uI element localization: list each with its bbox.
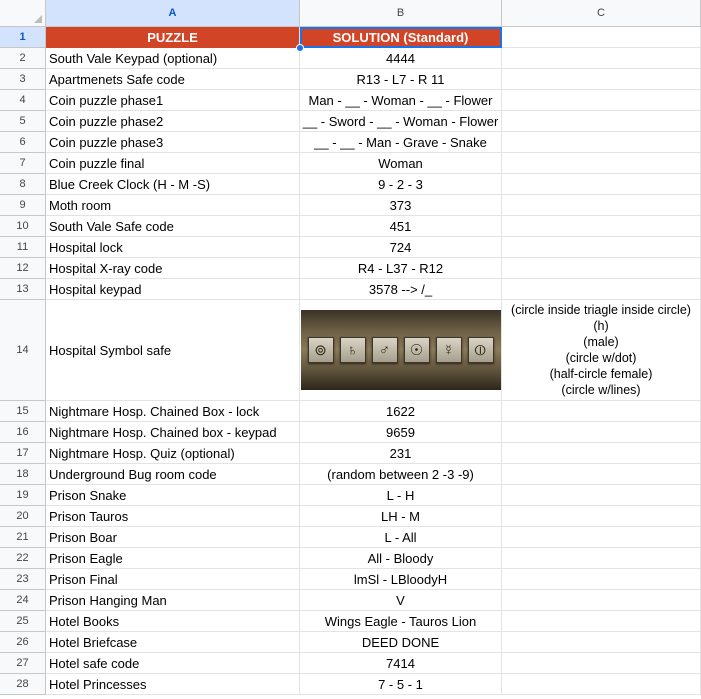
- cell[interactable]: [502, 485, 701, 506]
- column-header-c[interactable]: C: [502, 0, 701, 27]
- symbol-safe-image: [301, 310, 501, 390]
- row-header[interactable]: 28: [0, 674, 46, 695]
- symbol-note-line: (h): [593, 319, 609, 333]
- puzzle-cell[interactable]: Hospital Symbol safe: [46, 300, 300, 401]
- solution-cell[interactable]: __ - __ - Man - Grave - Snake: [300, 132, 502, 153]
- solution-cell[interactable]: 4444: [300, 48, 502, 69]
- symbol-tile: ☿: [436, 337, 462, 363]
- puzzle-cell[interactable]: Prison Snake: [46, 485, 300, 506]
- puzzle-cell[interactable]: Coin puzzle phase2: [46, 111, 300, 132]
- solution-cell[interactable]: 451: [300, 216, 502, 237]
- table-row: [0, 237, 701, 258]
- cell[interactable]: [502, 401, 701, 422]
- puzzle-cell[interactable]: Moth room: [46, 195, 300, 216]
- row-header[interactable]: 11: [0, 237, 46, 258]
- symbol-note-line: (half-circle female): [549, 367, 653, 381]
- solution-cell[interactable]: 9 - 2 - 3: [300, 174, 502, 195]
- cell[interactable]: [502, 443, 701, 464]
- puzzle-cell[interactable]: Coin puzzle phase3: [46, 132, 300, 153]
- column-header-b[interactable]: B: [300, 0, 502, 27]
- cell[interactable]: [502, 527, 701, 548]
- solution-cell[interactable]: All - Bloody: [300, 548, 502, 569]
- symbol-tile: ♄: [340, 337, 366, 363]
- cell[interactable]: [502, 548, 701, 569]
- cell[interactable]: [502, 653, 701, 674]
- table-row: [0, 506, 701, 527]
- row-header[interactable]: 19: [0, 485, 46, 506]
- solution-cell[interactable]: 9659: [300, 422, 502, 443]
- puzzle-cell[interactable]: Hotel Briefcase: [46, 632, 300, 653]
- table-row: [0, 443, 701, 464]
- row-header[interactable]: 7: [0, 153, 46, 174]
- solution-cell[interactable]: R4 - L37 - R12: [300, 258, 502, 279]
- row-header[interactable]: 20: [0, 506, 46, 527]
- solution-cell[interactable]: __ - Sword - __ - Woman - Flower: [300, 111, 502, 132]
- column-header-a[interactable]: A: [46, 0, 300, 27]
- row-header[interactable]: 5: [0, 111, 46, 132]
- row-header[interactable]: 25: [0, 611, 46, 632]
- puzzle-cell[interactable]: Apartmenets Safe code: [46, 69, 300, 90]
- puzzle-cell[interactable]: Prison Eagle: [46, 548, 300, 569]
- symbol-note-line: (circle w/dot): [565, 351, 637, 365]
- table-row: [0, 69, 701, 90]
- solution-cell[interactable]: L - All: [300, 527, 502, 548]
- table-row: [0, 48, 701, 69]
- solution-cell[interactable]: 7 - 5 - 1: [300, 674, 502, 695]
- table-row: [0, 590, 701, 611]
- puzzle-cell[interactable]: Prison Hanging Man: [46, 590, 300, 611]
- puzzle-cell[interactable]: Blue Creek Clock (H - M -S): [46, 174, 300, 195]
- row-header[interactable]: 2: [0, 48, 46, 69]
- table-row: [0, 485, 701, 506]
- puzzle-cell[interactable]: Underground Bug room code: [46, 464, 300, 485]
- header-row: [0, 27, 701, 48]
- solution-cell[interactable]: 373: [300, 195, 502, 216]
- symbol-note-line: (male): [583, 335, 619, 349]
- solution-cell[interactable]: (random between 2 -3 -9): [300, 464, 502, 485]
- puzzle-cell[interactable]: Prison Tauros: [46, 506, 300, 527]
- solution-cell[interactable]: 3578 --> /_: [300, 279, 502, 300]
- solution-cell[interactable]: lmSl - LBloodyH: [300, 569, 502, 590]
- solution-cell[interactable]: DEED DONE: [300, 632, 502, 653]
- cell[interactable]: [502, 237, 701, 258]
- row-header[interactable]: 13: [0, 279, 46, 300]
- solution-cell[interactable]: L - H: [300, 485, 502, 506]
- table-row: [0, 548, 701, 569]
- table-row: [0, 216, 701, 237]
- table-row: [0, 153, 701, 174]
- cell[interactable]: [502, 611, 701, 632]
- table-row: [0, 653, 701, 674]
- header-solution-cell[interactable]: SOLUTION (Standard): [300, 27, 502, 48]
- puzzle-cell[interactable]: Hospital lock: [46, 237, 300, 258]
- table-row: [0, 90, 701, 111]
- column-header-row: [0, 0, 701, 27]
- row-header[interactable]: 8: [0, 174, 46, 195]
- puzzle-cell[interactable]: South Vale Safe code: [46, 216, 300, 237]
- cell[interactable]: [502, 279, 701, 300]
- header-puzzle-cell[interactable]: PUZZLE: [46, 27, 300, 48]
- puzzle-cell[interactable]: Hotel Books: [46, 611, 300, 632]
- puzzle-cell[interactable]: Hotel Princesses: [46, 674, 300, 695]
- puzzle-cell[interactable]: Coin puzzle final: [46, 153, 300, 174]
- solution-cell[interactable]: Man - __ - Woman - __ - Flower: [300, 90, 502, 111]
- symbol-tile: ♂: [372, 337, 398, 363]
- cell[interactable]: [502, 90, 701, 111]
- symbol-safe-row: [0, 300, 701, 401]
- puzzle-cell[interactable]: Nightmare Hosp. Chained Box - lock: [46, 401, 300, 422]
- row-header[interactable]: 14: [0, 300, 46, 401]
- symbol-tile: ⦶: [468, 337, 494, 363]
- solution-cell[interactable]: Wings Eagle - Tauros Lion: [300, 611, 502, 632]
- cell[interactable]: [502, 111, 701, 132]
- row-header[interactable]: 15: [0, 401, 46, 422]
- table-row: [0, 632, 701, 653]
- table-row: [0, 611, 701, 632]
- cell[interactable]: [502, 69, 701, 90]
- cell[interactable]: [502, 422, 701, 443]
- puzzle-cell[interactable]: Prison Boar: [46, 527, 300, 548]
- solution-cell[interactable]: 724: [300, 237, 502, 258]
- puzzle-cell[interactable]: South Vale Keypad (optional): [46, 48, 300, 69]
- row-header[interactable]: 6: [0, 132, 46, 153]
- row-header[interactable]: 27: [0, 653, 46, 674]
- solution-cell[interactable]: R13 - L7 - R 11: [300, 69, 502, 90]
- symbol-tile: ☉: [404, 337, 430, 363]
- solution-cell[interactable]: 7414: [300, 653, 502, 674]
- cell[interactable]: [502, 590, 701, 611]
- symbol-note-line: (circle w/lines): [561, 383, 641, 397]
- solution-cell[interactable]: V: [300, 590, 502, 611]
- cell[interactable]: [502, 27, 701, 48]
- row-header[interactable]: 16: [0, 422, 46, 443]
- puzzle-cell[interactable]: Prison Final: [46, 569, 300, 590]
- table-row: [0, 279, 701, 300]
- symbol-notes-cell[interactable]: [502, 300, 701, 401]
- row-header[interactable]: 17: [0, 443, 46, 464]
- row-header[interactable]: 12: [0, 258, 46, 279]
- row-header[interactable]: 1: [0, 27, 46, 48]
- table-row: [0, 569, 701, 590]
- cell[interactable]: [502, 153, 701, 174]
- cell[interactable]: [502, 48, 701, 69]
- solution-cell[interactable]: 231: [300, 443, 502, 464]
- table-row: [0, 174, 701, 195]
- row-header[interactable]: 23: [0, 569, 46, 590]
- row-header[interactable]: 18: [0, 464, 46, 485]
- row-header[interactable]: 10: [0, 216, 46, 237]
- solution-cell[interactable]: LH - M: [300, 506, 502, 527]
- row-header[interactable]: 24: [0, 590, 46, 611]
- solution-cell[interactable]: 1622: [300, 401, 502, 422]
- puzzle-cell[interactable]: Coin puzzle phase1: [46, 90, 300, 111]
- row-header[interactable]: 26: [0, 632, 46, 653]
- row-header[interactable]: 21: [0, 527, 46, 548]
- symbol-tile: ⊚: [308, 337, 334, 363]
- select-all-corner[interactable]: [0, 0, 46, 27]
- table-row: [0, 258, 701, 279]
- cell[interactable]: [502, 174, 701, 195]
- table-row: [0, 111, 701, 132]
- puzzle-cell[interactable]: Hotel safe code: [46, 653, 300, 674]
- cell[interactable]: [502, 632, 701, 653]
- table-row: [0, 674, 701, 695]
- table-row: [0, 132, 701, 153]
- table-row: [0, 422, 701, 443]
- symbol-note-line: (circle inside triagle inside circle): [511, 303, 691, 317]
- solution-cell[interactable]: Woman: [300, 153, 502, 174]
- row-header[interactable]: 9: [0, 195, 46, 216]
- row-header[interactable]: 3: [0, 69, 46, 90]
- selection-fill-handle[interactable]: [296, 44, 304, 52]
- cell[interactable]: [502, 569, 701, 590]
- puzzle-cell[interactable]: Nightmare Hosp. Chained box - keypad: [46, 422, 300, 443]
- symbol-image-cell[interactable]: [300, 300, 502, 401]
- cell[interactable]: [502, 674, 701, 695]
- table-row: [0, 195, 701, 216]
- row-header[interactable]: 4: [0, 90, 46, 111]
- cell[interactable]: [502, 195, 701, 216]
- cell[interactable]: [502, 464, 701, 485]
- cell[interactable]: [502, 258, 701, 279]
- row-header[interactable]: 22: [0, 548, 46, 569]
- table-row: [0, 401, 701, 422]
- puzzle-cell[interactable]: Hospital keypad: [46, 279, 300, 300]
- cell[interactable]: [502, 506, 701, 527]
- puzzle-cell[interactable]: Hospital X-ray code: [46, 258, 300, 279]
- puzzle-cell[interactable]: Nightmare Hosp. Quiz (optional): [46, 443, 300, 464]
- cell[interactable]: [502, 216, 701, 237]
- cell[interactable]: [502, 132, 701, 153]
- table-row: [0, 527, 701, 548]
- table-row: [0, 464, 701, 485]
